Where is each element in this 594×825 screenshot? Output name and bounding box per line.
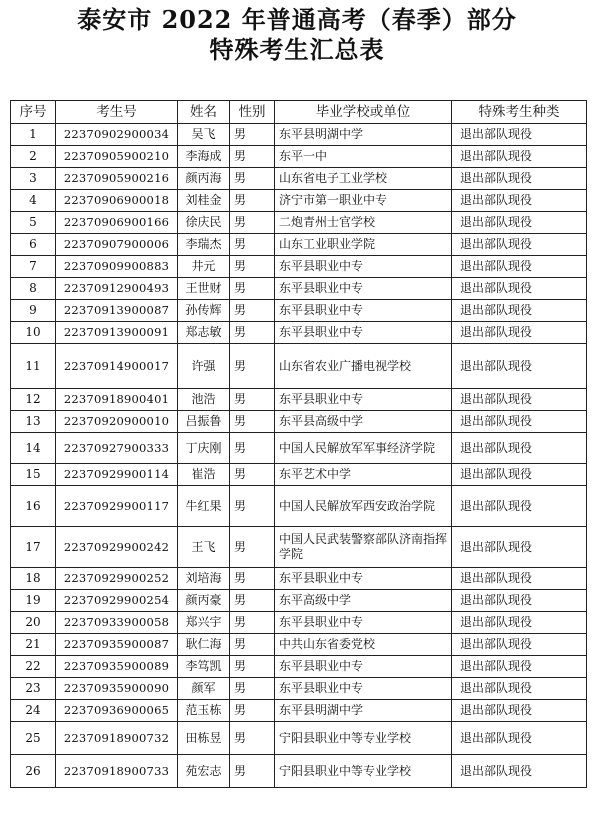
table-row [11,755,587,788]
table-row [11,411,587,433]
cell-candidate-id: 22370929900242 [56,527,178,568]
page-title-line2: 特殊考生汇总表 [209,35,385,64]
cell-no: 16 [11,486,56,527]
cell-type: 退出部队现役 [452,411,587,433]
cell-no: 22 [11,656,56,678]
cell-candidate-id: 22370918900732 [56,722,178,755]
cell-candidate-id: 22370909900883 [56,256,178,278]
table-row [11,678,587,700]
cell-school: 山东省农业广播电视学校 [275,344,452,389]
table-row [11,124,587,146]
cell-school: 东平县职业中专 [275,300,452,322]
cell-type: 退出部队现役 [452,433,587,464]
cell-type: 退出部队现役 [452,300,587,322]
cell-type: 退出部队现役 [452,568,587,590]
cell-type: 退出部队现役 [452,464,587,486]
cell-sex: 男 [230,146,275,168]
table-row [11,486,587,527]
cell-candidate-id: 22370936900065 [56,700,178,722]
cell-candidate-id: 22370935900090 [56,678,178,700]
cell-name: 颜军 [178,678,230,700]
cell-no: 15 [11,464,56,486]
cell-type: 退出部队现役 [452,168,587,190]
cell-name: 郑兴宇 [178,612,230,634]
cell-sex: 男 [230,190,275,212]
cell-name: 牛红果 [178,486,230,527]
cell-no: 11 [11,344,56,389]
cell-sex: 男 [230,634,275,656]
cell-candidate-id: 22370912900493 [56,278,178,300]
table-row [11,322,587,344]
cell-school: 东平县职业中专 [275,656,452,678]
cell-candidate-id: 22370920900010 [56,411,178,433]
cell-name: 吴飞 [178,124,230,146]
cell-no: 13 [11,411,56,433]
cell-no: 4 [11,190,56,212]
cell-no: 9 [11,300,56,322]
table-row [11,190,587,212]
cell-sex: 男 [230,256,275,278]
cell-sex: 男 [230,612,275,634]
cell-no: 1 [11,124,56,146]
cell-sex: 男 [230,486,275,527]
cell-no: 17 [11,527,56,568]
table-row [11,722,587,755]
cell-sex: 男 [230,411,275,433]
cell-name: 郑志敏 [178,322,230,344]
cell-name: 孙传辉 [178,300,230,322]
cell-school: 济宁市第一职业中专 [275,190,452,212]
table-row [11,464,587,486]
cell-candidate-id: 22370929900254 [56,590,178,612]
cell-sex: 男 [230,656,275,678]
cell-sex: 男 [230,389,275,411]
cell-sex: 男 [230,168,275,190]
cell-sex: 男 [230,433,275,464]
cell-school: 东平高级中学 [275,590,452,612]
table-row [11,146,587,168]
cell-type: 退出部队现役 [452,322,587,344]
cell-school: 东平县明湖中学 [275,700,452,722]
cell-name: 吕振鲁 [178,411,230,433]
cell-school: 中国人民解放军西安政治学院 [275,486,452,527]
cell-name: 井元 [178,256,230,278]
cell-candidate-id: 22370906900018 [56,190,178,212]
cell-sex: 男 [230,678,275,700]
cell-candidate-id: 22370929900252 [56,568,178,590]
cell-name: 崔浩 [178,464,230,486]
cell-sex: 男 [230,344,275,389]
cell-no: 23 [11,678,56,700]
cell-candidate-id: 22370902900034 [56,124,178,146]
cell-school: 中共山东省委党校 [275,634,452,656]
table-row [11,656,587,678]
header-sex: 性别 [230,101,275,124]
cell-school: 山东省电子工业学校 [275,168,452,190]
cell-sex: 男 [230,278,275,300]
table-row [11,527,587,568]
header-no: 序号 [11,101,56,124]
cell-type: 退出部队现役 [452,634,587,656]
cell-name: 王世财 [178,278,230,300]
cell-sex: 男 [230,527,275,568]
cell-no: 26 [11,755,56,788]
cell-type: 退出部队现役 [452,234,587,256]
cell-sex: 男 [230,300,275,322]
cell-no: 25 [11,722,56,755]
cell-school: 东平县高级中学 [275,411,452,433]
cell-school: 东平县职业中专 [275,612,452,634]
cell-candidate-id: 22370927900333 [56,433,178,464]
cell-no: 24 [11,700,56,722]
cell-name: 苑宏志 [178,755,230,788]
cell-school: 宁阳县职业中等专业学校 [275,755,452,788]
exam-candidate-table [10,100,587,788]
table-row [11,433,587,464]
cell-candidate-id: 22370914900017 [56,344,178,389]
header-school: 毕业学校或单位 [275,101,452,124]
cell-type: 退出部队现役 [452,124,587,146]
cell-school: 宁阳县职业中等专业学校 [275,722,452,755]
table-row [11,700,587,722]
cell-type: 退出部队现役 [452,486,587,527]
cell-name: 范玉栋 [178,700,230,722]
cell-name: 耿仁海 [178,634,230,656]
cell-type: 退出部队现役 [452,256,587,278]
cell-sex: 男 [230,124,275,146]
cell-name: 刘培海 [178,568,230,590]
cell-name: 刘桂金 [178,190,230,212]
cell-school: 中国人民武装警察部队济南指挥学院 [275,527,452,568]
cell-type: 退出部队现役 [452,190,587,212]
cell-candidate-id: 22370913900091 [56,322,178,344]
cell-school: 东平县职业中专 [275,678,452,700]
cell-type: 退出部队现役 [452,344,587,389]
cell-type: 退出部队现役 [452,656,587,678]
header-name: 姓名 [178,101,230,124]
table-row [11,212,587,234]
cell-school: 东平艺术中学 [275,464,452,486]
cell-no: 7 [11,256,56,278]
cell-no: 3 [11,168,56,190]
cell-school: 山东工业职业学院 [275,234,452,256]
cell-name: 许强 [178,344,230,389]
cell-name: 李笃凯 [178,656,230,678]
cell-no: 12 [11,389,56,411]
cell-no: 18 [11,568,56,590]
table-row [11,234,587,256]
cell-candidate-id: 22370918900401 [56,389,178,411]
table-row [11,278,587,300]
cell-sex: 男 [230,700,275,722]
cell-type: 退出部队现役 [452,700,587,722]
cell-type: 退出部队现役 [452,590,587,612]
cell-type: 退出部队现役 [452,755,587,788]
cell-candidate-id: 22370935900087 [56,634,178,656]
cell-school: 东平县职业中专 [275,568,452,590]
cell-candidate-id: 22370918900733 [56,755,178,788]
cell-name: 李瑞杰 [178,234,230,256]
cell-sex: 男 [230,212,275,234]
cell-name: 颜丙海 [178,168,230,190]
table-row [11,634,587,656]
cell-type: 退出部队现役 [452,389,587,411]
table-row [11,612,587,634]
cell-candidate-id: 22370935900089 [56,656,178,678]
cell-no: 10 [11,322,56,344]
cell-no: 6 [11,234,56,256]
cell-name: 徐庆民 [178,212,230,234]
cell-school: 东平县职业中专 [275,256,452,278]
cell-type: 退出部队现役 [452,212,587,234]
cell-candidate-id: 22370906900166 [56,212,178,234]
cell-school: 东平县职业中专 [275,322,452,344]
table-body [11,124,587,788]
table-row [11,590,587,612]
cell-school: 中国人民解放军军事经济学院 [275,433,452,464]
cell-candidate-id: 22370933900058 [56,612,178,634]
cell-no: 8 [11,278,56,300]
table-row [11,300,587,322]
cell-type: 退出部队现役 [452,678,587,700]
cell-candidate-id: 22370929900114 [56,464,178,486]
cell-no: 5 [11,212,56,234]
page-title-line1: 泰安市 2022 年普通高考（春季）部分 [77,5,517,34]
cell-sex: 男 [230,234,275,256]
cell-candidate-id: 22370905900216 [56,168,178,190]
cell-type: 退出部队现役 [452,722,587,755]
cell-name: 田栋昱 [178,722,230,755]
cell-name: 丁庆刚 [178,433,230,464]
cell-type: 退出部队现役 [452,146,587,168]
table-row [11,256,587,278]
table-row [11,568,587,590]
cell-school: 东平县明湖中学 [275,124,452,146]
cell-school: 二炮青州士官学校 [275,212,452,234]
cell-no: 21 [11,634,56,656]
cell-no: 2 [11,146,56,168]
cell-name: 颜丙豪 [178,590,230,612]
cell-candidate-id: 22370907900006 [56,234,178,256]
cell-school: 东平一中 [275,146,452,168]
cell-type: 退出部队现役 [452,612,587,634]
table-row [11,389,587,411]
cell-sex: 男 [230,464,275,486]
cell-sex: 男 [230,568,275,590]
cell-type: 退出部队现役 [452,278,587,300]
header-type: 特殊考生种类 [452,101,587,124]
table-header-row [11,101,587,124]
cell-school: 东平县职业中专 [275,278,452,300]
cell-sex: 男 [230,722,275,755]
cell-school: 东平县职业中专 [275,389,452,411]
cell-name: 李海成 [178,146,230,168]
header-id: 考生号 [56,101,178,124]
cell-candidate-id: 22370929900117 [56,486,178,527]
cell-type: 退出部队现役 [452,527,587,568]
cell-name: 王飞 [178,527,230,568]
cell-candidate-id: 22370913900087 [56,300,178,322]
cell-sex: 男 [230,322,275,344]
cell-no: 19 [11,590,56,612]
table-row [11,168,587,190]
cell-sex: 男 [230,590,275,612]
cell-no: 14 [11,433,56,464]
cell-sex: 男 [230,755,275,788]
table-row [11,344,587,389]
cell-name: 池浩 [178,389,230,411]
cell-no: 20 [11,612,56,634]
cell-candidate-id: 22370905900210 [56,146,178,168]
